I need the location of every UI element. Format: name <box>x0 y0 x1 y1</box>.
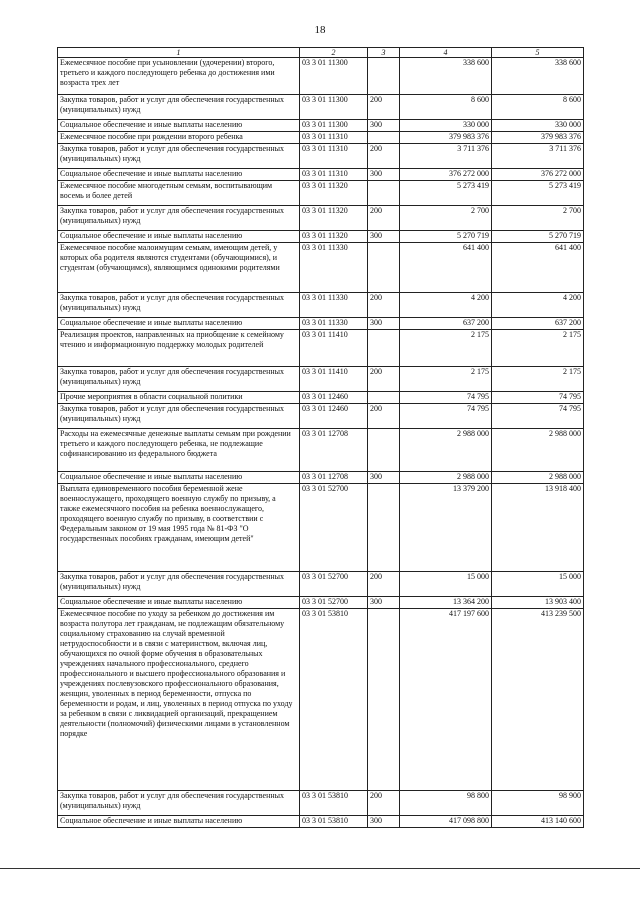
row-amount-2-cell: 2 175 <box>492 330 584 367</box>
table-row <box>58 144 584 169</box>
table-row <box>58 429 584 472</box>
row-expense-type-cell <box>368 132 400 144</box>
row-expense-type-cell: 300 <box>368 816 400 828</box>
row-amount-2-cell: 13 903 400 <box>492 597 584 609</box>
table-row <box>58 572 584 597</box>
row-name-cell: Ежемесячное пособие при усыновлении (удочерении) второго, третьего и каждого последующего ребенка до достижения ими возраста трех лет <box>58 58 300 95</box>
row-code-cell: 03 3 01 52700 <box>300 572 368 597</box>
row-amount-1-cell: 74 795 <box>400 392 492 404</box>
row-amount-2-cell: 379 983 376 <box>492 132 584 144</box>
row-code-cell: 03 3 01 12460 <box>300 404 368 429</box>
row-expense-type-cell <box>368 181 400 206</box>
row-amount-1-cell: 5 273 419 <box>400 181 492 206</box>
row-amount-2-cell: 8 600 <box>492 95 584 120</box>
row-amount-1-cell: 13 364 200 <box>400 597 492 609</box>
row-amount-1-cell: 74 795 <box>400 404 492 429</box>
row-amount-1-cell: 2 175 <box>400 330 492 367</box>
row-amount-1-cell: 13 379 200 <box>400 484 492 572</box>
table-row <box>58 484 584 572</box>
table-row <box>58 330 584 367</box>
row-expense-type-cell: 200 <box>368 95 400 120</box>
row-code-cell: 03 3 01 11320 <box>300 231 368 243</box>
column-header-3: 3 <box>368 48 400 58</box>
row-expense-type-cell: 300 <box>368 318 400 330</box>
row-name-cell: Реализация проектов, направленных на приобщение к семейному чтению и информационную поддержку молодых родителей <box>58 330 300 367</box>
row-amount-2-cell: 637 200 <box>492 318 584 330</box>
row-amount-1-cell: 2 175 <box>400 367 492 392</box>
table-row <box>58 95 584 120</box>
bottom-divider <box>0 868 640 869</box>
column-header-4: 4 <box>400 48 492 58</box>
row-expense-type-cell: 300 <box>368 120 400 132</box>
row-amount-1-cell: 641 400 <box>400 243 492 293</box>
row-code-cell: 03 3 01 11310 <box>300 169 368 181</box>
row-name-cell: Расходы на ежемесячные денежные выплаты семьям при рождении третьего и каждого последующего ребенка, не подлежащие софинансированию из федерального бюджета <box>58 429 300 472</box>
row-name-cell: Закупка товаров, работ и услуг для обеспечения государственных (муниципальных) нужд <box>58 144 300 169</box>
row-amount-2-cell: 376 272 000 <box>492 169 584 181</box>
row-code-cell: 03 3 01 11300 <box>300 120 368 132</box>
row-amount-2-cell: 330 000 <box>492 120 584 132</box>
row-expense-type-cell: 300 <box>368 169 400 181</box>
row-code-cell: 03 3 01 52700 <box>300 597 368 609</box>
row-code-cell: 03 3 01 12708 <box>300 429 368 472</box>
row-name-cell: Закупка товаров, работ и услуг для обеспечения государственных (муниципальных) нужд <box>58 572 300 597</box>
table-row <box>58 597 584 609</box>
table-row <box>58 609 584 791</box>
row-amount-2-cell: 641 400 <box>492 243 584 293</box>
row-code-cell: 03 3 01 11310 <box>300 144 368 169</box>
page-number: 18 <box>314 24 326 36</box>
table-row <box>58 231 584 243</box>
row-amount-1-cell: 338 600 <box>400 58 492 95</box>
column-header-5: 5 <box>492 48 584 58</box>
row-expense-type-cell: 200 <box>368 206 400 231</box>
row-expense-type-cell: 300 <box>368 597 400 609</box>
row-amount-1-cell: 15 000 <box>400 572 492 597</box>
row-amount-2-cell: 413 140 600 <box>492 816 584 828</box>
row-code-cell: 03 3 01 52700 <box>300 484 368 572</box>
row-expense-type-cell <box>368 243 400 293</box>
table-row <box>58 120 584 132</box>
row-amount-2-cell: 15 000 <box>492 572 584 597</box>
row-expense-type-cell: 300 <box>368 472 400 484</box>
row-code-cell: 03 3 01 11330 <box>300 243 368 293</box>
row-amount-1-cell: 8 600 <box>400 95 492 120</box>
header-row <box>58 48 584 58</box>
row-name-cell: Социальное обеспечение и иные выплаты населению <box>58 120 300 132</box>
row-name-cell: Социальное обеспечение и иные выплаты населению <box>58 597 300 609</box>
row-code-cell: 03 3 01 11320 <box>300 181 368 206</box>
row-amount-1-cell: 3 711 376 <box>400 144 492 169</box>
row-amount-2-cell: 13 918 400 <box>492 484 584 572</box>
table-row <box>58 58 584 95</box>
row-name-cell: Социальное обеспечение и иные выплаты населению <box>58 231 300 243</box>
row-amount-1-cell: 376 272 000 <box>400 169 492 181</box>
row-expense-type-cell <box>368 609 400 791</box>
row-code-cell: 03 3 01 12460 <box>300 392 368 404</box>
table-row <box>58 206 584 231</box>
table-row <box>58 169 584 181</box>
row-name-cell: Ежемесячное пособие многодетным семьям, воспитывающим восемь и более детей <box>58 181 300 206</box>
row-amount-1-cell: 637 200 <box>400 318 492 330</box>
row-amount-1-cell: 2 988 000 <box>400 472 492 484</box>
row-code-cell: 03 3 01 11300 <box>300 58 368 95</box>
row-amount-2-cell: 2 988 000 <box>492 472 584 484</box>
row-amount-2-cell: 74 795 <box>492 404 584 429</box>
row-code-cell: 03 3 01 11330 <box>300 293 368 318</box>
table-row <box>58 404 584 429</box>
table-body <box>58 58 584 828</box>
row-amount-1-cell: 5 270 719 <box>400 231 492 243</box>
row-name-cell: Социальное обеспечение и иные выплаты населению <box>58 472 300 484</box>
row-amount-1-cell: 379 983 376 <box>400 132 492 144</box>
row-code-cell: 03 3 01 53810 <box>300 791 368 816</box>
row-name-cell: Социальное обеспечение и иные выплаты населению <box>58 816 300 828</box>
row-code-cell: 03 3 01 11410 <box>300 330 368 367</box>
row-amount-1-cell: 98 800 <box>400 791 492 816</box>
row-amount-1-cell: 4 200 <box>400 293 492 318</box>
row-expense-type-cell: 200 <box>368 572 400 597</box>
row-code-cell: 03 3 01 53810 <box>300 816 368 828</box>
row-expense-type-cell: 200 <box>368 791 400 816</box>
row-name-cell: Социальное обеспечение и иные выплаты населению <box>58 318 300 330</box>
table-row <box>58 243 584 293</box>
row-amount-2-cell: 74 795 <box>492 392 584 404</box>
row-amount-1-cell: 330 000 <box>400 120 492 132</box>
row-name-cell: Закупка товаров, работ и услуг для обеспечения государственных (муниципальных) нужд <box>58 367 300 392</box>
row-code-cell: 03 3 01 12708 <box>300 472 368 484</box>
row-amount-1-cell: 417 098 800 <box>400 816 492 828</box>
row-amount-2-cell: 3 711 376 <box>492 144 584 169</box>
row-code-cell: 03 3 01 11320 <box>300 206 368 231</box>
row-name-cell: Закупка товаров, работ и услуг для обеспечения государственных (муниципальных) нужд <box>58 206 300 231</box>
row-name-cell: Ежемесячное пособие при рождении второго ребенка <box>58 132 300 144</box>
row-name-cell: Закупка товаров, работ и услуг для обеспечения государственных (муниципальных) нужд <box>58 95 300 120</box>
table-row <box>58 472 584 484</box>
row-code-cell: 03 3 01 53810 <box>300 609 368 791</box>
row-expense-type-cell: 200 <box>368 144 400 169</box>
row-expense-type-cell <box>368 429 400 472</box>
row-expense-type-cell <box>368 330 400 367</box>
row-expense-type-cell <box>368 58 400 95</box>
table-row <box>58 392 584 404</box>
row-expense-type-cell: 200 <box>368 404 400 429</box>
row-code-cell: 03 3 01 11310 <box>300 132 368 144</box>
table-row <box>58 367 584 392</box>
row-amount-2-cell: 413 239 500 <box>492 609 584 791</box>
table-row <box>58 132 584 144</box>
row-expense-type-cell: 300 <box>368 231 400 243</box>
row-expense-type-cell <box>368 392 400 404</box>
row-expense-type-cell: 200 <box>368 367 400 392</box>
table-row <box>58 318 584 330</box>
row-expense-type-cell <box>368 484 400 572</box>
table-row <box>58 816 584 828</box>
row-amount-2-cell: 2 175 <box>492 367 584 392</box>
row-expense-type-cell: 200 <box>368 293 400 318</box>
table-row <box>58 181 584 206</box>
row-name-cell: Закупка товаров, работ и услуг для обеспечения государственных (муниципальных) нужд <box>58 404 300 429</box>
table-row <box>58 791 584 816</box>
row-name-cell: Закупка товаров, работ и услуг для обеспечения государственных (муниципальных) нужд <box>58 293 300 318</box>
row-amount-2-cell: 338 600 <box>492 58 584 95</box>
row-name-cell: Закупка товаров, работ и услуг для обеспечения государственных (муниципальных) нужд <box>58 791 300 816</box>
column-header-2: 2 <box>300 48 368 58</box>
row-amount-2-cell: 5 273 419 <box>492 181 584 206</box>
column-header-1: 1 <box>58 48 300 58</box>
budget-table <box>57 47 584 828</box>
row-code-cell: 03 3 01 11410 <box>300 367 368 392</box>
table-row <box>58 293 584 318</box>
row-code-cell: 03 3 01 11330 <box>300 318 368 330</box>
row-name-cell: Ежемесячное пособие по уходу за ребенком до достижения им возраста полутора лет гражданам, не подлежащим обязательному социальному страхованию на случай временной нетрудоспособности и в связи с материнством, включая лиц, обучающихся по очной форме обучения в образовательных учреждениях начального профессионального, среднего профессионального и высшего профессионального образования и учреждениях послевузовского профессионального образования, женщин, уволенных в период беременности, отпуска по беременности и родам, и лиц, уволенных в период отпуска по уходу за ребенком в связи с ликвидацией организаций, прекращением деятельности (полномочий) физическими лицами в установленном порядке <box>58 609 300 791</box>
row-amount-2-cell: 98 900 <box>492 791 584 816</box>
row-amount-1-cell: 2 988 000 <box>400 429 492 472</box>
row-code-cell: 03 3 01 11300 <box>300 95 368 120</box>
row-amount-2-cell: 2 988 000 <box>492 429 584 472</box>
row-amount-1-cell: 2 700 <box>400 206 492 231</box>
row-amount-2-cell: 4 200 <box>492 293 584 318</box>
row-amount-2-cell: 2 700 <box>492 206 584 231</box>
row-amount-2-cell: 5 270 719 <box>492 231 584 243</box>
row-name-cell: Выплата единовременного пособия беременной жене военнослужащего, проходящего военную службу по призыву, а также ежемесячного пособия на ребенка военнослужащего, проходящего военную службу по призыву, в соответствии с Федеральным законом от 19 мая 1995 года № 81-ФЗ "О государственных пособиях гражданам, имеющим детей" <box>58 484 300 572</box>
row-name-cell: Социальное обеспечение и иные выплаты населению <box>58 169 300 181</box>
row-name-cell: Прочие мероприятия в области социальной политики <box>58 392 300 404</box>
row-amount-1-cell: 417 197 600 <box>400 609 492 791</box>
row-name-cell: Ежемесячное пособие малоимущим семьям, имеющим детей, у которых оба родителя являются студентами (обучающимися), и студентам (обучающимся), являющимся одинокими родителями <box>58 243 300 293</box>
